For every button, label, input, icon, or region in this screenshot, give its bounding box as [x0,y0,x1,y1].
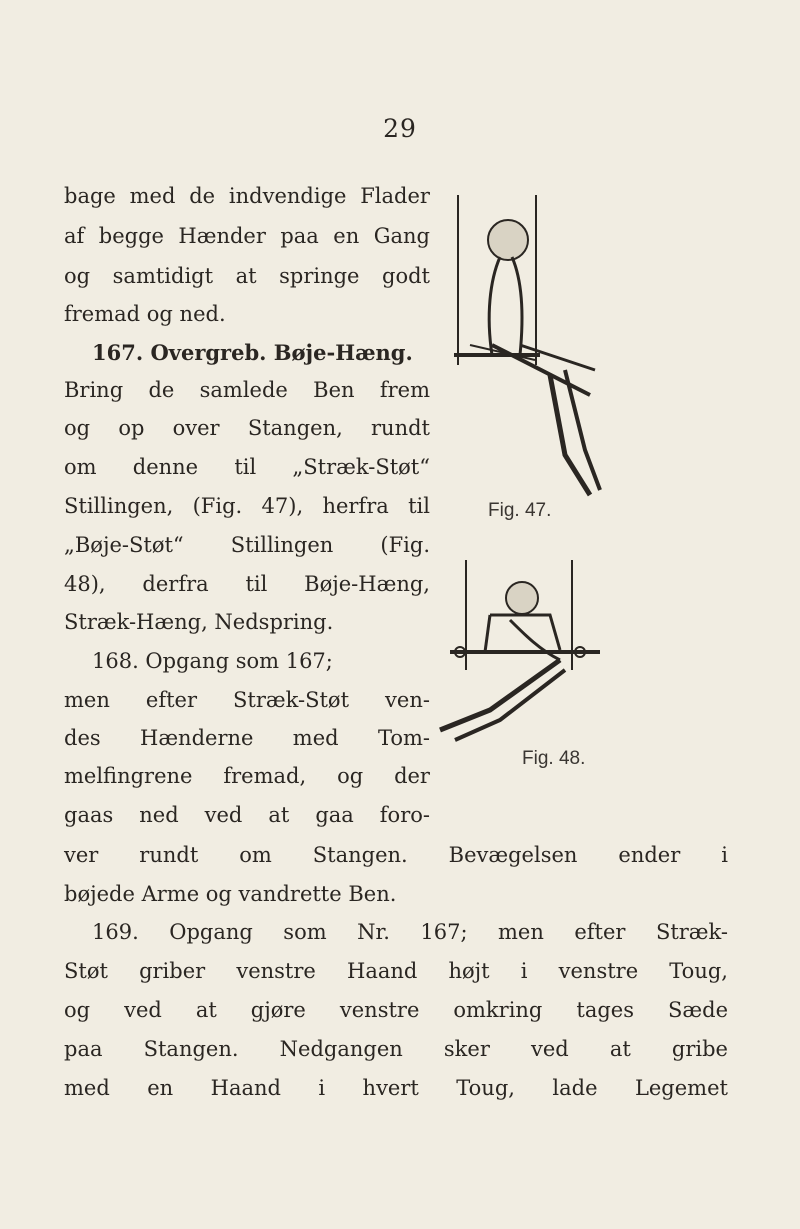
figure-47-illustration [440,195,630,515]
text-line: af begge Hænder paa en Gang [64,224,430,248]
text-line: Stræk-Hæng, Nedspring. [64,610,334,634]
section-heading-169: 169. Opgang som Nr. 167; men efter Stræk- [92,920,728,944]
text-line: des Hænderne med Tom- [64,726,430,750]
text-line: paa Stangen. Nedgangen sker ved at gribe [64,1037,728,1061]
text-line: og samtidigt at springe godt [64,264,430,288]
figure-48-illustration [430,560,630,750]
text-line: med en Haand i hvert Toug, lade Legemet [64,1076,728,1100]
section-heading-167: 167. Overgreb. Bøje-Hæng. [92,340,413,365]
section-heading-168: 168. Opgang som 167; [92,649,333,673]
text-line: bøjede Arme og vandrette Ben. [64,882,397,906]
text-line: og ved at gjøre venstre omkring tages Sæde [64,998,728,1022]
figure-48-caption: Fig. 48. [522,748,586,769]
text-line: 48), derfra til Bøje-Hæng, [64,572,430,596]
text-line: „Bøje-Støt“ Stillingen (Fig. [64,533,430,557]
figure-47-caption: Fig. 47. [488,500,552,521]
text-line: men efter Stræk-Støt ven- [64,688,430,712]
page-number: 29 [383,114,417,143]
text-line: bage med de indvendige Flader [64,184,430,208]
text-line: og op over Stangen, rundt [64,416,430,440]
text-line: fremad og ned. [64,302,226,326]
text-line: melfingrene fremad, og der [64,764,430,788]
text-line: ver rundt om Stangen. Bevægelsen ender i [64,843,728,867]
text-line: Stillingen, (Fig. 47), herfra til [64,494,430,518]
text-line: om denne til „Stræk-Støt“ [64,455,430,479]
text-line: gaas ned ved at gaa foro- [64,803,430,827]
text-line: Støt griber venstre Haand højt i venstre Toug, [64,959,728,983]
text-line: Bring de samlede Ben frem [64,378,430,402]
